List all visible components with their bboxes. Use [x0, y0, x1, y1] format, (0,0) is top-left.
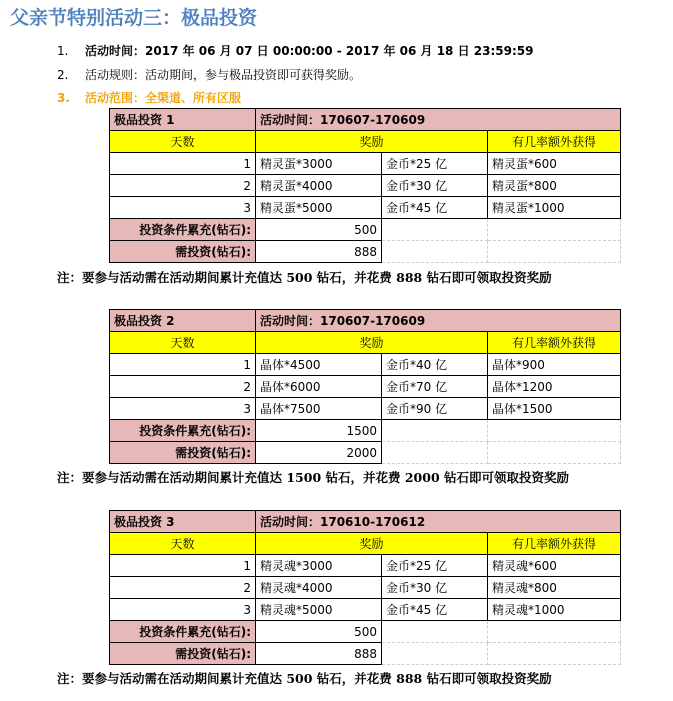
cell-reward-2: 金币*40 亿 — [382, 354, 488, 376]
cost-value: 888 — [256, 643, 382, 665]
cell-day: 3 — [110, 197, 256, 219]
cell-reward-1: 精灵魂*3000 — [256, 555, 382, 577]
cell-reward-2: 金币*30 亿 — [382, 577, 488, 599]
table-row — [110, 376, 621, 398]
cell-day: 2 — [110, 175, 256, 197]
cell-extra: 晶体*1500 — [488, 398, 621, 420]
rule-time — [57, 42, 533, 59]
table-row — [110, 197, 621, 219]
header-days: 天数 — [110, 533, 256, 555]
cell-day: 1 — [110, 153, 256, 175]
condition-label: 投资条件累充(钻石): — [110, 621, 256, 643]
investment-table-3 — [109, 510, 621, 665]
table-row — [110, 354, 621, 376]
cell-extra: 精灵魂*600 — [488, 555, 621, 577]
cost-value: 2000 — [256, 442, 382, 464]
page-title: 父亲节特别活动三：极品投资 — [10, 7, 258, 29]
cell-reward-1: 精灵蛋*3000 — [256, 153, 382, 175]
rule-number: 1. — [57, 44, 69, 58]
header-days: 天数 — [110, 131, 256, 153]
cell-extra: 精灵蛋*600 — [488, 153, 621, 175]
cell-extra: 晶体*900 — [488, 354, 621, 376]
cell-reward-1: 精灵魂*5000 — [256, 599, 382, 621]
rule-text: 活动范围：全渠道、所有区服 — [85, 91, 242, 105]
table-name: 极品投资 2 — [110, 310, 256, 332]
cell-extra: 精灵魂*800 — [488, 577, 621, 599]
cell-reward-2: 金币*70 亿 — [382, 376, 488, 398]
table-row — [110, 175, 621, 197]
cell-reward-1: 晶体*4500 — [256, 354, 382, 376]
header-extra: 有几率额外获得 — [488, 332, 621, 354]
table-row — [110, 398, 621, 420]
table-time: 活动时间：170610-170612 — [256, 511, 621, 533]
cost-label: 需投资(钻石): — [110, 643, 256, 665]
cost-value: 888 — [256, 241, 382, 263]
cell-reward-2: 金币*45 亿 — [382, 599, 488, 621]
table-row — [110, 577, 621, 599]
cell-day: 2 — [110, 376, 256, 398]
condition-value: 500 — [256, 219, 382, 241]
header-extra: 有几率额外获得 — [488, 533, 621, 555]
table-time: 活动时间：170607-170609 — [256, 109, 621, 131]
table-row — [110, 555, 621, 577]
investment-table-1 — [109, 108, 621, 263]
cell-day: 3 — [110, 599, 256, 621]
cell-reward-2: 金币*25 亿 — [382, 555, 488, 577]
cost-label: 需投资(钻石): — [110, 442, 256, 464]
rule-scope — [57, 89, 241, 106]
cell-extra: 晶体*1200 — [488, 376, 621, 398]
cell-reward-1: 晶体*6000 — [256, 376, 382, 398]
rule-number: 2. — [57, 68, 69, 82]
cell-reward-1: 晶体*7500 — [256, 398, 382, 420]
table-row — [110, 153, 621, 175]
header-reward: 奖励 — [256, 332, 488, 354]
condition-label: 投资条件累充(钻石): — [110, 420, 256, 442]
cell-reward-2: 金币*45 亿 — [382, 197, 488, 219]
cell-day: 1 — [110, 555, 256, 577]
condition-label: 投资条件累充(钻石): — [110, 219, 256, 241]
header-days: 天数 — [110, 332, 256, 354]
table-note: 注：要参与活动需在活动期间累计充值达 1500 钻石，并花费 2000 钻石即可领取投资奖励 — [57, 470, 569, 485]
cell-day: 1 — [110, 354, 256, 376]
cell-extra: 精灵魂*1000 — [488, 599, 621, 621]
condition-value: 500 — [256, 621, 382, 643]
condition-value: 1500 — [256, 420, 382, 442]
cell-extra: 精灵蛋*1000 — [488, 197, 621, 219]
table-note: 注：要参与活动需在活动期间累计充值达 500 钻石，并花费 888 钻石即可领取投资奖励 — [57, 270, 552, 285]
header-extra: 有几率额外获得 — [488, 131, 621, 153]
table-row — [110, 599, 621, 621]
cell-reward-1: 精灵蛋*4000 — [256, 175, 382, 197]
table-note: 注：要参与活动需在活动期间累计充值达 500 钻石，并花费 888 钻石即可领取投资奖励 — [57, 671, 552, 686]
table-name: 极品投资 3 — [110, 511, 256, 533]
rule-text: 活动时间：2017 年 06 月 07 日 00:00:00 - 2017 年 06 月 18 日 23:59:59 — [85, 44, 534, 58]
cell-extra: 精灵蛋*800 — [488, 175, 621, 197]
cell-reward-1: 精灵魂*4000 — [256, 577, 382, 599]
cell-reward-1: 精灵蛋*5000 — [256, 197, 382, 219]
rule-text: 活动规则：活动期间，参与极品投资即可获得奖励。 — [85, 68, 362, 82]
table-time: 活动时间：170607-170609 — [256, 310, 621, 332]
header-reward: 奖励 — [256, 131, 488, 153]
cell-reward-2: 金币*90 亿 — [382, 398, 488, 420]
table-name: 极品投资 1 — [110, 109, 256, 131]
cell-day: 2 — [110, 577, 256, 599]
cell-reward-2: 金币*25 亿 — [382, 153, 488, 175]
investment-table-2 — [109, 309, 621, 464]
cost-label: 需投资(钻石): — [110, 241, 256, 263]
cell-reward-2: 金币*30 亿 — [382, 175, 488, 197]
header-reward: 奖励 — [256, 533, 488, 555]
rule-number: 3. — [57, 91, 70, 105]
rule-rules — [57, 66, 361, 83]
cell-day: 3 — [110, 398, 256, 420]
